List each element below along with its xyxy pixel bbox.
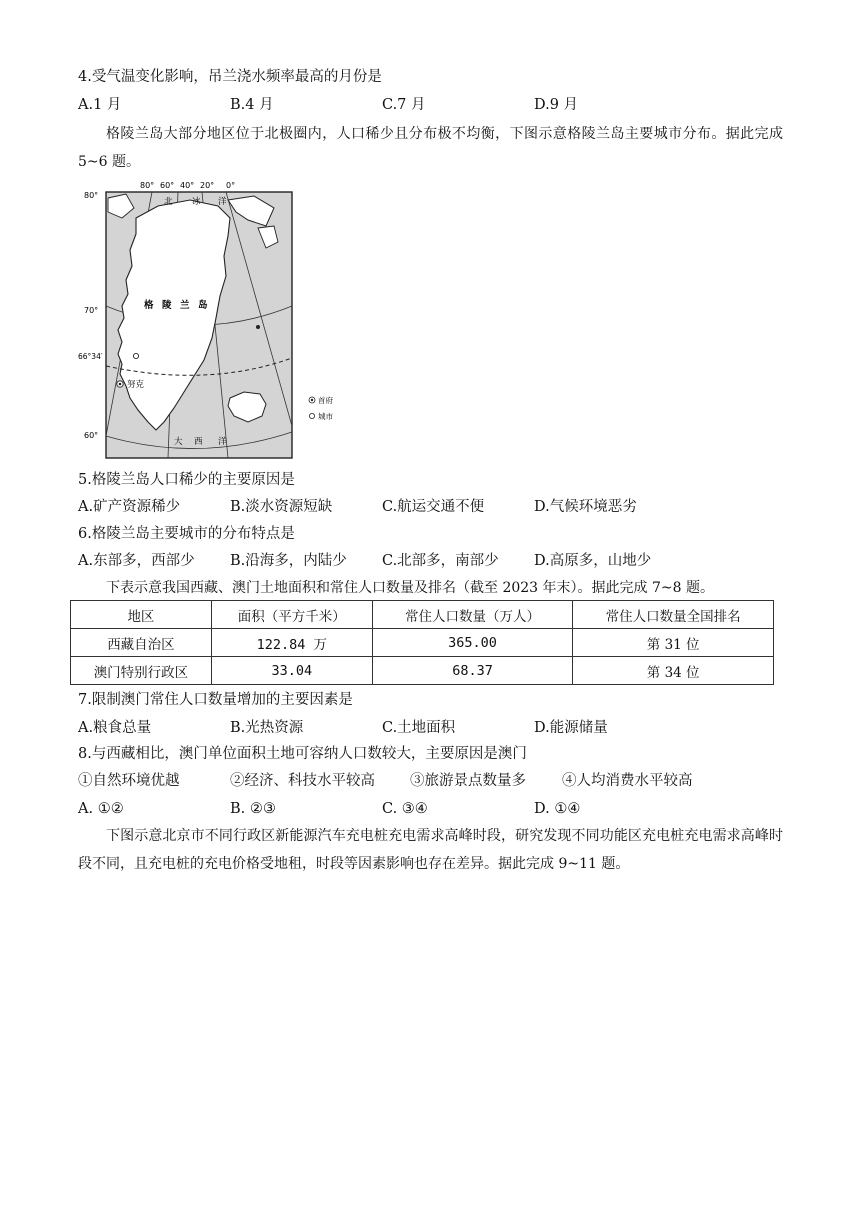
q6-options	[78, 551, 778, 571]
q7-option-d: D.能源储量	[534, 720, 608, 736]
greenland-map	[78, 178, 340, 462]
region-data-table	[70, 600, 774, 685]
q5-options	[78, 497, 778, 517]
q7-option-b: B.光热资源	[230, 720, 304, 736]
intro-7-8: 下表示意我国西藏、澳门土地面积和常住人口数量及排名（截至 2023 年末）。据此完成 7~8 题。	[106, 580, 714, 596]
legend-city-label: 城市	[318, 412, 333, 421]
legend-capital-label: 首府	[318, 396, 333, 405]
table-cell: 122.84 万	[211, 629, 372, 657]
q8-statement: ①自然环境优越	[78, 773, 180, 789]
island-label-char: 岛	[198, 300, 208, 311]
table-cell: 68.37	[372, 657, 573, 685]
q8-statement: ③旅游景点数量多	[410, 773, 526, 789]
q5-option-a: A.矿产资源稀少	[78, 499, 181, 515]
table-cell: 第 34 位	[573, 657, 774, 685]
lat-label: 80°	[84, 191, 99, 200]
table-cell: 33.04	[211, 657, 372, 685]
lon-label: 80°	[140, 181, 155, 190]
ocean-south-char: 西	[194, 437, 203, 447]
table-cell: 西藏自治区	[71, 629, 212, 657]
island-label-char: 兰	[180, 300, 190, 311]
ocean-north-char: 冰	[192, 197, 201, 207]
island-label-char: 陵	[162, 300, 172, 311]
table-header: 地区	[71, 601, 212, 629]
q6-stem: 6.格陵兰岛主要城市的分布特点是	[78, 526, 295, 542]
table-row	[71, 629, 774, 657]
intro-5-6: 格陵兰岛大部分地区位于北极圈内，人口稀少且分布极不均衡，下图示意格陵兰岛主要城市分布。据此完成 5~6 题。	[78, 126, 783, 170]
q4-option-b: B.4 月	[230, 97, 274, 113]
q6-option-d: D.高原多，山地少	[534, 553, 652, 569]
q5-stem: 5.格陵兰岛人口稀少的主要原因是	[78, 472, 295, 488]
q6-option-b: B.沿海多，内陆少	[230, 553, 347, 569]
q8-statements	[78, 771, 778, 791]
lat-label: 70°	[84, 306, 99, 315]
q4-option-a: A.1 月	[78, 97, 122, 113]
q7-stem: 7.限制澳门常住人口数量增加的主要因素是	[78, 692, 353, 708]
table-cell: 第 31 位	[573, 629, 774, 657]
lat-label: 60°	[84, 431, 99, 440]
capital-marker-dot	[119, 383, 122, 386]
capital-name: 努克	[127, 380, 145, 390]
lon-label: 20°	[200, 181, 215, 190]
lon-label: 0°	[226, 181, 236, 190]
table-cell: 澳门特别行政区	[71, 657, 212, 685]
q7-option-c: C.土地面积	[382, 720, 456, 736]
intro-9-11: 下图示意北京市不同行政区新能源汽车充电桩充电需求高峰时段，研究发现不同功能区充电桩充电需求高峰时段不同，且充电桩的充电价格受地租，时段等因素影响也存在差异。据此完成 9~11 题。	[78, 828, 783, 872]
q5-option-c: C.航运交通不便	[382, 499, 485, 515]
q4-option-d: D.9 月	[534, 97, 579, 113]
table-cell: 365.00	[372, 629, 573, 657]
legend-city-icon	[309, 413, 314, 418]
q4-options	[78, 95, 778, 115]
east-coast-point	[256, 325, 260, 329]
q8-stem: 8.与西藏相比，澳门单位面积土地可容纳人口数较大，主要原因是澳门	[78, 746, 527, 762]
table-header: 常住人口数量全国排名	[573, 601, 774, 629]
q8-option-a: A. ①②	[78, 801, 124, 817]
table-header: 面积（平方千米）	[211, 601, 372, 629]
q6-option-c: C.北部多，南部少	[382, 553, 499, 569]
city-marker	[133, 353, 138, 358]
q5-option-b: B.淡水资源短缺	[230, 499, 333, 515]
island-label-char: 格	[144, 300, 154, 311]
q8-options	[78, 799, 778, 819]
q7-options	[78, 718, 778, 738]
q6-option-a: A.东部多，西部少	[78, 553, 195, 569]
ocean-north-char: 洋	[218, 197, 227, 207]
ocean-north-char: 北	[164, 197, 173, 207]
ocean-south-char: 大	[174, 437, 183, 447]
table-header: 常住人口数量（万人）	[372, 601, 573, 629]
lon-label: 40°	[180, 181, 195, 190]
q5-option-d: D.气候环境恶劣	[534, 499, 637, 515]
q8-option-d: D. ①④	[534, 801, 581, 817]
table-header-row	[71, 601, 774, 629]
q8-statement: ②经济、科技水平较高	[230, 773, 375, 789]
q8-option-c: C. ③④	[382, 801, 428, 817]
q4-stem: 4.受气温变化影响，吊兰浇水频率最高的月份是	[78, 69, 382, 85]
q8-option-b: B. ②③	[230, 801, 276, 817]
lat-label: 66°34′	[78, 352, 103, 361]
q8-statement: ④人均消费水平较高	[562, 773, 693, 789]
q4-option-c: C.7 月	[382, 97, 426, 113]
table-row	[71, 657, 774, 685]
ocean-south-char: 洋	[218, 437, 227, 447]
lon-label: 60°	[160, 181, 175, 190]
q7-option-a: A.粮食总量	[78, 720, 152, 736]
